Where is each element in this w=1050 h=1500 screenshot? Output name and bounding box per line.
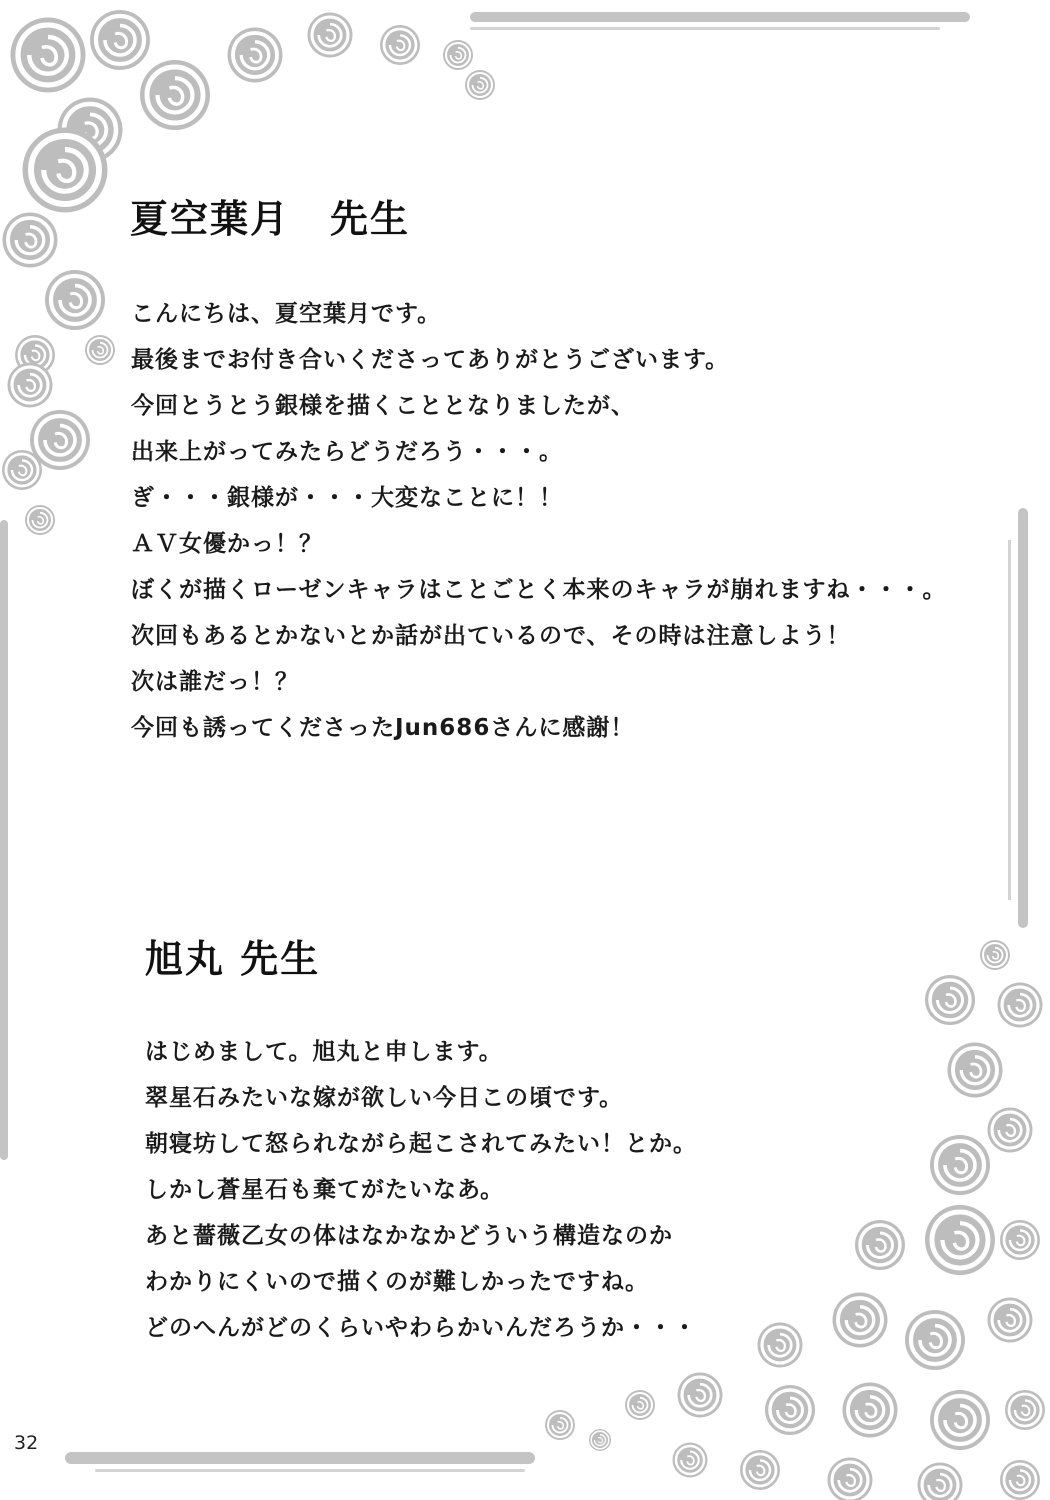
- message-line: ぼくが描くローゼンキャラはことごとく本来のキャラが崩れますね・・・。: [131, 577, 947, 603]
- section-heading-natsuzora-hazuki: 夏空葉月 先生: [130, 197, 411, 241]
- message-asahimaru: [145, 1029, 697, 1351]
- message-line: しかし蒼星石も棄てがたいなあ。: [145, 1177, 505, 1203]
- message-line: 出来上がってみたらどうだろう・・・。: [131, 439, 563, 465]
- message-line: 朝寝坊して怒られながら起こされてみたい！とか。: [145, 1131, 697, 1157]
- page-number: 32: [14, 1432, 39, 1454]
- message-line: 次回もあるとかないとか話が出ているので、その時は注意しよう！: [131, 623, 851, 649]
- message-line: 最後までお付き合いくださってありがとうございます。: [131, 347, 730, 373]
- bottom-frame-bar: [65, 1452, 535, 1464]
- top-frame-bar: [470, 12, 970, 22]
- left-frame-bar: [0, 520, 8, 1160]
- right-frame-bar: [1018, 508, 1028, 928]
- message-line: 翠星石みたいな嫁が欲しい今日この頃です。: [145, 1085, 624, 1111]
- message-line: ぎ・・・銀様が・・・大変なことに！！: [131, 485, 563, 511]
- message-line: こんにちは、夏空葉月です。: [131, 301, 442, 327]
- message-line: あと薔薇乙女の体はなかなかどういう構造なのか: [145, 1223, 673, 1249]
- message-line: 今回とうとう銀様を描くこととなりましたが、: [131, 393, 635, 419]
- message-line: 今回も誘ってくださったJun686さんに感謝！: [131, 715, 635, 741]
- message-line: ＡＶ女優かっ！？: [131, 531, 323, 557]
- message-line: どのへんがどのくらいやわらかいんだろうか・・・: [145, 1315, 697, 1341]
- message-natsuzora-hazuki: [131, 291, 947, 751]
- message-line: わかりにくいので描くのが難しかったですね。: [145, 1269, 649, 1295]
- message-line: 次は誰だっ！？: [131, 669, 299, 695]
- message-line: はじめまして。旭丸と申します。: [145, 1039, 503, 1065]
- section-heading-asahimaru: 旭丸 先生: [145, 937, 321, 981]
